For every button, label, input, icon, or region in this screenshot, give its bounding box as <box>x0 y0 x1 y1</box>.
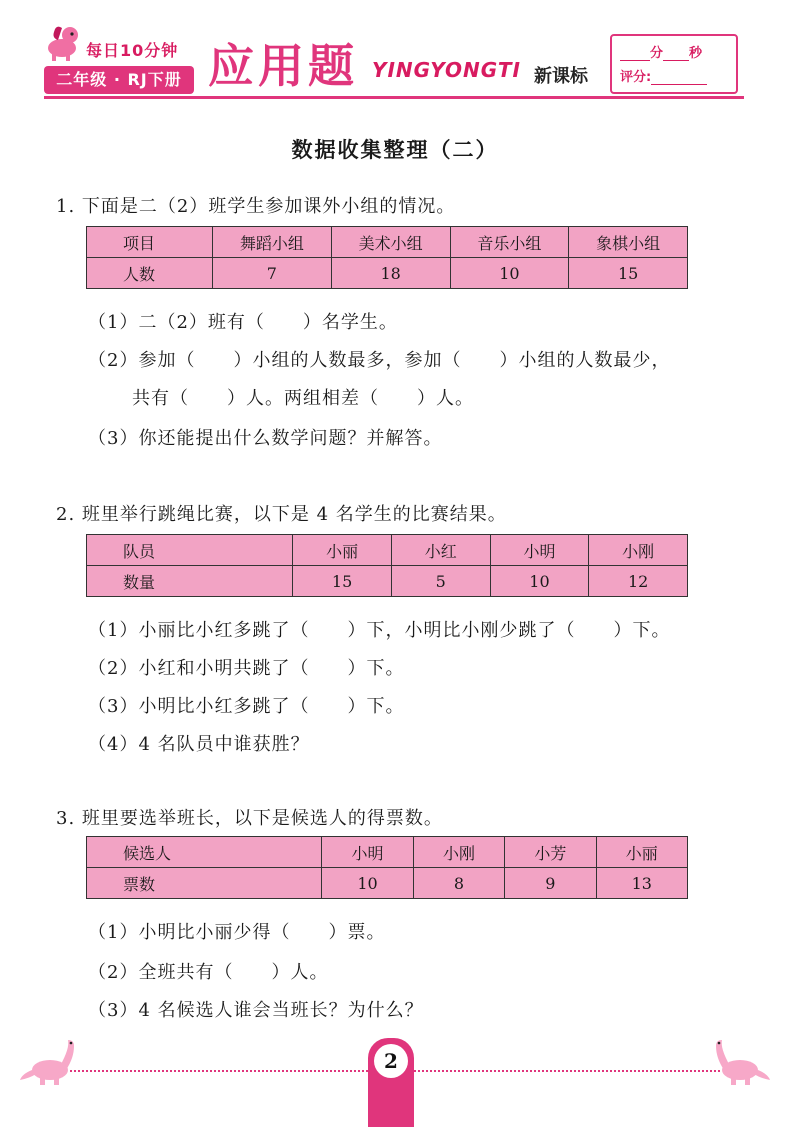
table-header-row <box>87 535 688 566</box>
table-cell: 队员 <box>87 535 293 566</box>
question-1-sub-2-cont: 共有（ ）人。两组相差（ ）人。 <box>132 388 474 409</box>
time-row <box>620 42 702 61</box>
table-cell: 8 <box>413 868 504 899</box>
table-cell: 小刚 <box>589 535 688 566</box>
table-cell: 美术小组 <box>331 227 450 258</box>
table-cell: 候选人 <box>87 837 322 868</box>
table-cell: 7 <box>213 258 332 289</box>
pony-icon <box>42 22 82 62</box>
table-cell: 数量 <box>87 566 293 597</box>
question-1-sub-2: （2）参加（ ）小组的人数最多，参加（ ）小组的人数最少， <box>88 350 671 371</box>
book-title: 应用题 <box>208 39 358 93</box>
question-2-table <box>86 534 688 597</box>
table-cell: 10 <box>450 258 569 289</box>
question-1-sub-1: （1）二（2）班有（ ）名学生。 <box>88 312 398 333</box>
table-row <box>87 868 688 899</box>
table-cell: 5 <box>391 566 490 597</box>
table-cell: 18 <box>331 258 450 289</box>
minutes-blank[interactable] <box>620 46 650 61</box>
score-row <box>620 66 707 85</box>
table-cell: 15 <box>569 258 688 289</box>
table-row <box>87 258 688 289</box>
grade-badge: 二年级 · RJ下册 <box>44 66 194 94</box>
question-2-sub-4: （4）4 名队员中谁获胜？ <box>88 734 310 755</box>
table-cell: 票数 <box>87 868 322 899</box>
table-cell: 人数 <box>87 258 213 289</box>
table-header-row <box>87 227 688 258</box>
table-cell: 项目 <box>87 227 213 258</box>
table-cell: 9 <box>505 868 596 899</box>
header-divider <box>44 96 744 99</box>
table-cell: 小芳 <box>505 837 596 868</box>
dinosaur-icon <box>710 1034 770 1086</box>
page-number: 2 <box>374 1044 408 1078</box>
table-cell: 小丽 <box>596 837 687 868</box>
score-blank[interactable] <box>651 70 707 85</box>
question-3-sub-2: （2）全班共有（ ）人。 <box>88 962 329 983</box>
page-number-tab <box>368 1038 414 1127</box>
question-3-table <box>86 836 688 899</box>
table-cell: 音乐小组 <box>450 227 569 258</box>
table-cell: 小刚 <box>413 837 504 868</box>
score-box <box>610 34 738 94</box>
table-cell: 小丽 <box>293 535 392 566</box>
score-label: 评分: <box>620 70 652 85</box>
table-cell: 15 <box>293 566 392 597</box>
seconds-label: 秒 <box>689 46 703 61</box>
book-title-pinyin: YINGYONGTI <box>372 58 521 82</box>
table-cell: 10 <box>322 868 413 899</box>
seconds-blank[interactable] <box>663 46 689 61</box>
brand-label: 每日10分钟 <box>86 41 179 60</box>
curriculum-tag: 新课标 <box>534 66 588 87</box>
table-cell: 12 <box>589 566 688 597</box>
question-1-table <box>86 226 688 289</box>
question-1-sub-3: （3）你还能提出什么数学问题？并解答。 <box>88 428 443 449</box>
question-2-sub-1: （1）小丽比小红多跳了（ ）下，小明比小刚少跳了（ ）下。 <box>88 620 671 641</box>
table-cell: 10 <box>490 566 589 597</box>
question-3-sub-3: （3）4 名候选人谁会当班长？为什么？ <box>88 1000 424 1021</box>
minutes-label: 分 <box>650 46 664 61</box>
table-row <box>87 566 688 597</box>
question-1-prompt: 1. 下面是二（2）班学生参加课外小组的情况。 <box>56 196 456 217</box>
dinosaur-icon <box>20 1034 80 1086</box>
question-2-sub-2: （2）小红和小明共跳了（ ）下。 <box>88 658 405 679</box>
question-3-sub-1: （1）小明比小丽少得（ ）票。 <box>88 922 386 943</box>
table-cell: 13 <box>596 868 687 899</box>
table-cell: 象棋小组 <box>569 227 688 258</box>
page-header <box>0 0 790 110</box>
table-cell: 小明 <box>322 837 413 868</box>
table-cell: 舞蹈小组 <box>213 227 332 258</box>
section-title: 数据收集整理（二） <box>291 137 499 162</box>
table-cell: 小红 <box>391 535 490 566</box>
table-header-row <box>87 837 688 868</box>
table-cell: 小明 <box>490 535 589 566</box>
question-3-prompt: 3. 班里要选举班长，以下是候选人的得票数。 <box>56 808 443 829</box>
question-2-sub-3: （3）小明比小红多跳了（ ）下。 <box>88 696 405 717</box>
question-2-prompt: 2. 班里举行跳绳比赛，以下是 4 名学生的比赛结果。 <box>56 504 507 525</box>
